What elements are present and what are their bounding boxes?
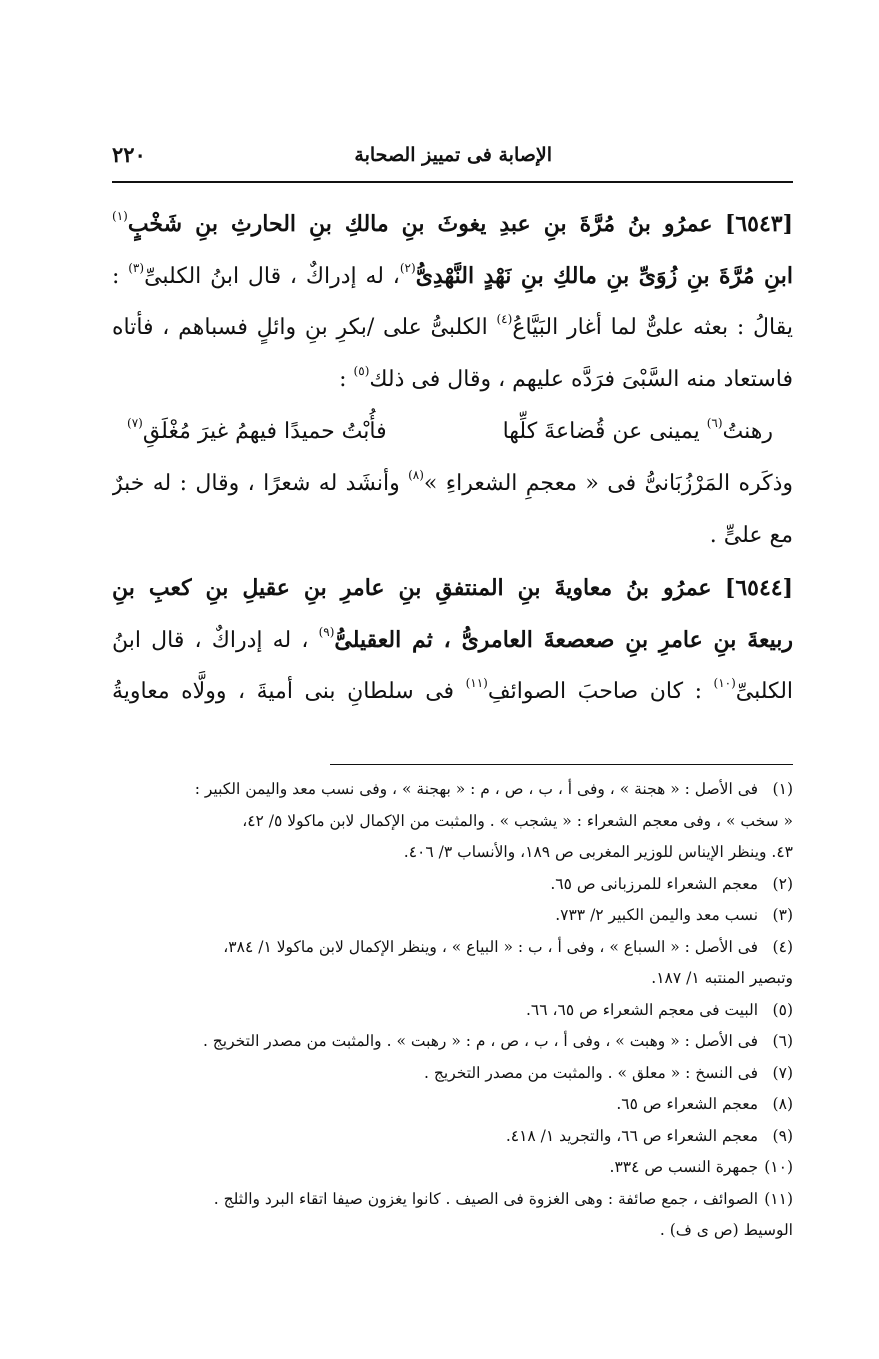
footnote-7: (٧) فى النسخ : « معلق » . والمثبت من مصدر التخريج . xyxy=(424,1063,793,1082)
book-title: الإصابة فى تمييز الصحابة xyxy=(354,144,552,166)
entry-6543-line-5 xyxy=(112,458,793,510)
footnote-9: (٩) معجم الشعراء ص ٦٦، والتجريد ١/ ٤١٨. xyxy=(505,1126,793,1145)
footnote-1: (١) فى الأصل : « هجنة » ، وفى أ ، ب ، ص ، م : « بهجنة » ، وفى نسب معد واليمن الكبير : xyxy=(194,780,793,798)
page-number: ٢٢٠ xyxy=(112,142,146,167)
footnote-3: (٣) نسب معد واليمن الكبير ٢/ ٧٣٣. xyxy=(555,906,793,924)
text-span: يقالُ : بعثه علىٌّ لما أغار البَيَّاعُ xyxy=(512,315,793,340)
verse-first-hemistich: رهنتُ$^{(٦)}$ يمينى عن قُضاعةَ كلِّها xyxy=(502,416,773,444)
main-text xyxy=(112,198,793,718)
footnote-ref: (١) xyxy=(112,209,128,223)
text-span: ، له إدراكٌ ، قال ابنُ xyxy=(112,628,319,653)
footnote-ref: (٢) xyxy=(399,261,416,275)
footnote-ref: (٧) xyxy=(127,416,143,430)
footnote-1-cont: ٤٣. وينظر الإيناس للوزير المغربى ص ١٨٩، والأنساب ٣/ ٤٠٦. xyxy=(403,843,793,861)
footnote-rule xyxy=(330,764,793,765)
entry-6543-line-3 xyxy=(112,302,793,354)
header-rule xyxy=(112,181,793,183)
entry-number: [٦٥٤٤] xyxy=(724,575,793,601)
entry-6543-line-2 xyxy=(112,250,793,302)
entry-name: عمرُو بنُ مُرَّةَ بنِ عبدِ يغوثَ بنِ مالكِ بنِ الحارثِ بنِ شَخْبٍ xyxy=(127,211,713,237)
footnote-4: (٤) فى الأصل : « السباع » ، وفى أ ، ب : « البياع » ، وينظر الإكمال لابن ماكولا ١/ ٣٨٤، xyxy=(223,937,793,956)
footnote-5: (٥) البيت فى معجم الشعراء ص ٦٥، ٦٦. xyxy=(525,1000,793,1019)
footnote-4-cont: وتبصير المنتبه ١/ ١٨٧. xyxy=(651,969,793,987)
footnote-ref: (٨) xyxy=(408,468,424,482)
footnote-ref: (١٠) xyxy=(713,676,736,690)
footnote-2: (٢) معجم الشعراء للمرزبانى ص ٦٥. xyxy=(550,874,793,893)
footnotes xyxy=(112,774,793,1247)
footnote-ref: (١١) xyxy=(465,676,488,690)
verse-second-hemistich: فأُبْتُ حميدًا فيهمُ غيرَ مُغْلَقِ$^{(٧)}$ xyxy=(127,416,387,444)
footnote-1-cont: « سخب » ، وفى معجم الشعراء : « يشجب » . والمثبت من الإكمال لابن ماكولا ٥/ ٤٢، xyxy=(242,811,793,830)
entry-number: [٦٥٤٣] xyxy=(724,211,793,237)
text-span: الكلبىِّ xyxy=(735,679,793,704)
text-span: : xyxy=(339,367,354,392)
entry-name-cont: ربيعةَ بنِ عامرِ بنِ صعصعةَ العامرىُّ ، ثم العقيلىُّ xyxy=(334,627,793,653)
text-span: الكلبىُّ على /بكرِ بنِ وائلٍ فسباهم ، فأتاه xyxy=(112,315,497,340)
entry-6543-line-4 xyxy=(112,354,793,406)
footnote-ref: (٩) xyxy=(318,625,335,639)
footnote-ref: (٤) xyxy=(496,312,513,326)
footnote-ref: (٥) xyxy=(353,364,370,378)
footnote-8: (٨) معجم الشعراء ص ٦٥. xyxy=(616,1095,793,1113)
text-span: ، له إدراكٌ ، قال ابنُ الكلبىِّ xyxy=(144,264,400,289)
entry-6543-line-6 xyxy=(112,510,793,562)
entry-6544-line-3 xyxy=(112,666,793,718)
text-span: : كان صاحبَ الصوائفِ xyxy=(487,679,714,704)
footnote-11: (١١) الصوائف ، جمع صائفة : وهى الغزوة فى الصيف . كانوا يغزون صيفا اتقاء البرد والثلج . xyxy=(213,1189,793,1208)
running-head xyxy=(112,140,792,176)
text-span: فاستعاد منه السَّبْىَ فرَدَّه عليهم ، وقال فى ذلك xyxy=(369,367,793,392)
footnote-10: (١٠) جمهرة النسب ص ٣٣٤. xyxy=(609,1158,793,1176)
entry-name: عمرُو بنُ معاويةَ بنِ المنتفقِ بنِ عامرِ بنِ عقيلِ بنِ كعبِ بنِ xyxy=(112,575,712,601)
text-span: وأنشَد له شعرًا ، وقال : له خبرٌ xyxy=(112,471,409,496)
poem-verse xyxy=(112,406,793,458)
text-span: : xyxy=(112,264,129,289)
footnote-11-cont: الوسيط (ص ى ف) . xyxy=(659,1221,793,1239)
entry-6544-line-2 xyxy=(112,614,793,666)
entry-6544-line-1 xyxy=(112,562,793,614)
entry-name-cont: ابنِ مُرَّةَ بنِ زُوَىِّ بنِ مالكِ بنِ نَهْدٍ النَّهْدِىُّ xyxy=(415,263,793,289)
footnote-6: (٦) فى الأصل : « وهبت » ، وفى أ ، ب ، ص ، م : « رهبت » . والمثبت من مصدر التخريج . xyxy=(202,1032,793,1050)
text-span: وذكَره المَرْزُبَانىُّ فى « معجمِ الشعراءِ » xyxy=(423,471,793,496)
text-span: مع علىٍّ . xyxy=(709,523,793,548)
footnote-ref: (٣) xyxy=(128,261,145,275)
footnote-ref: (٦) xyxy=(706,416,723,430)
entry-6543-line-1 xyxy=(112,198,793,250)
text-span: فى سلطانِ بنى أميةَ ، وولَّاه معاويةُ xyxy=(112,679,466,704)
